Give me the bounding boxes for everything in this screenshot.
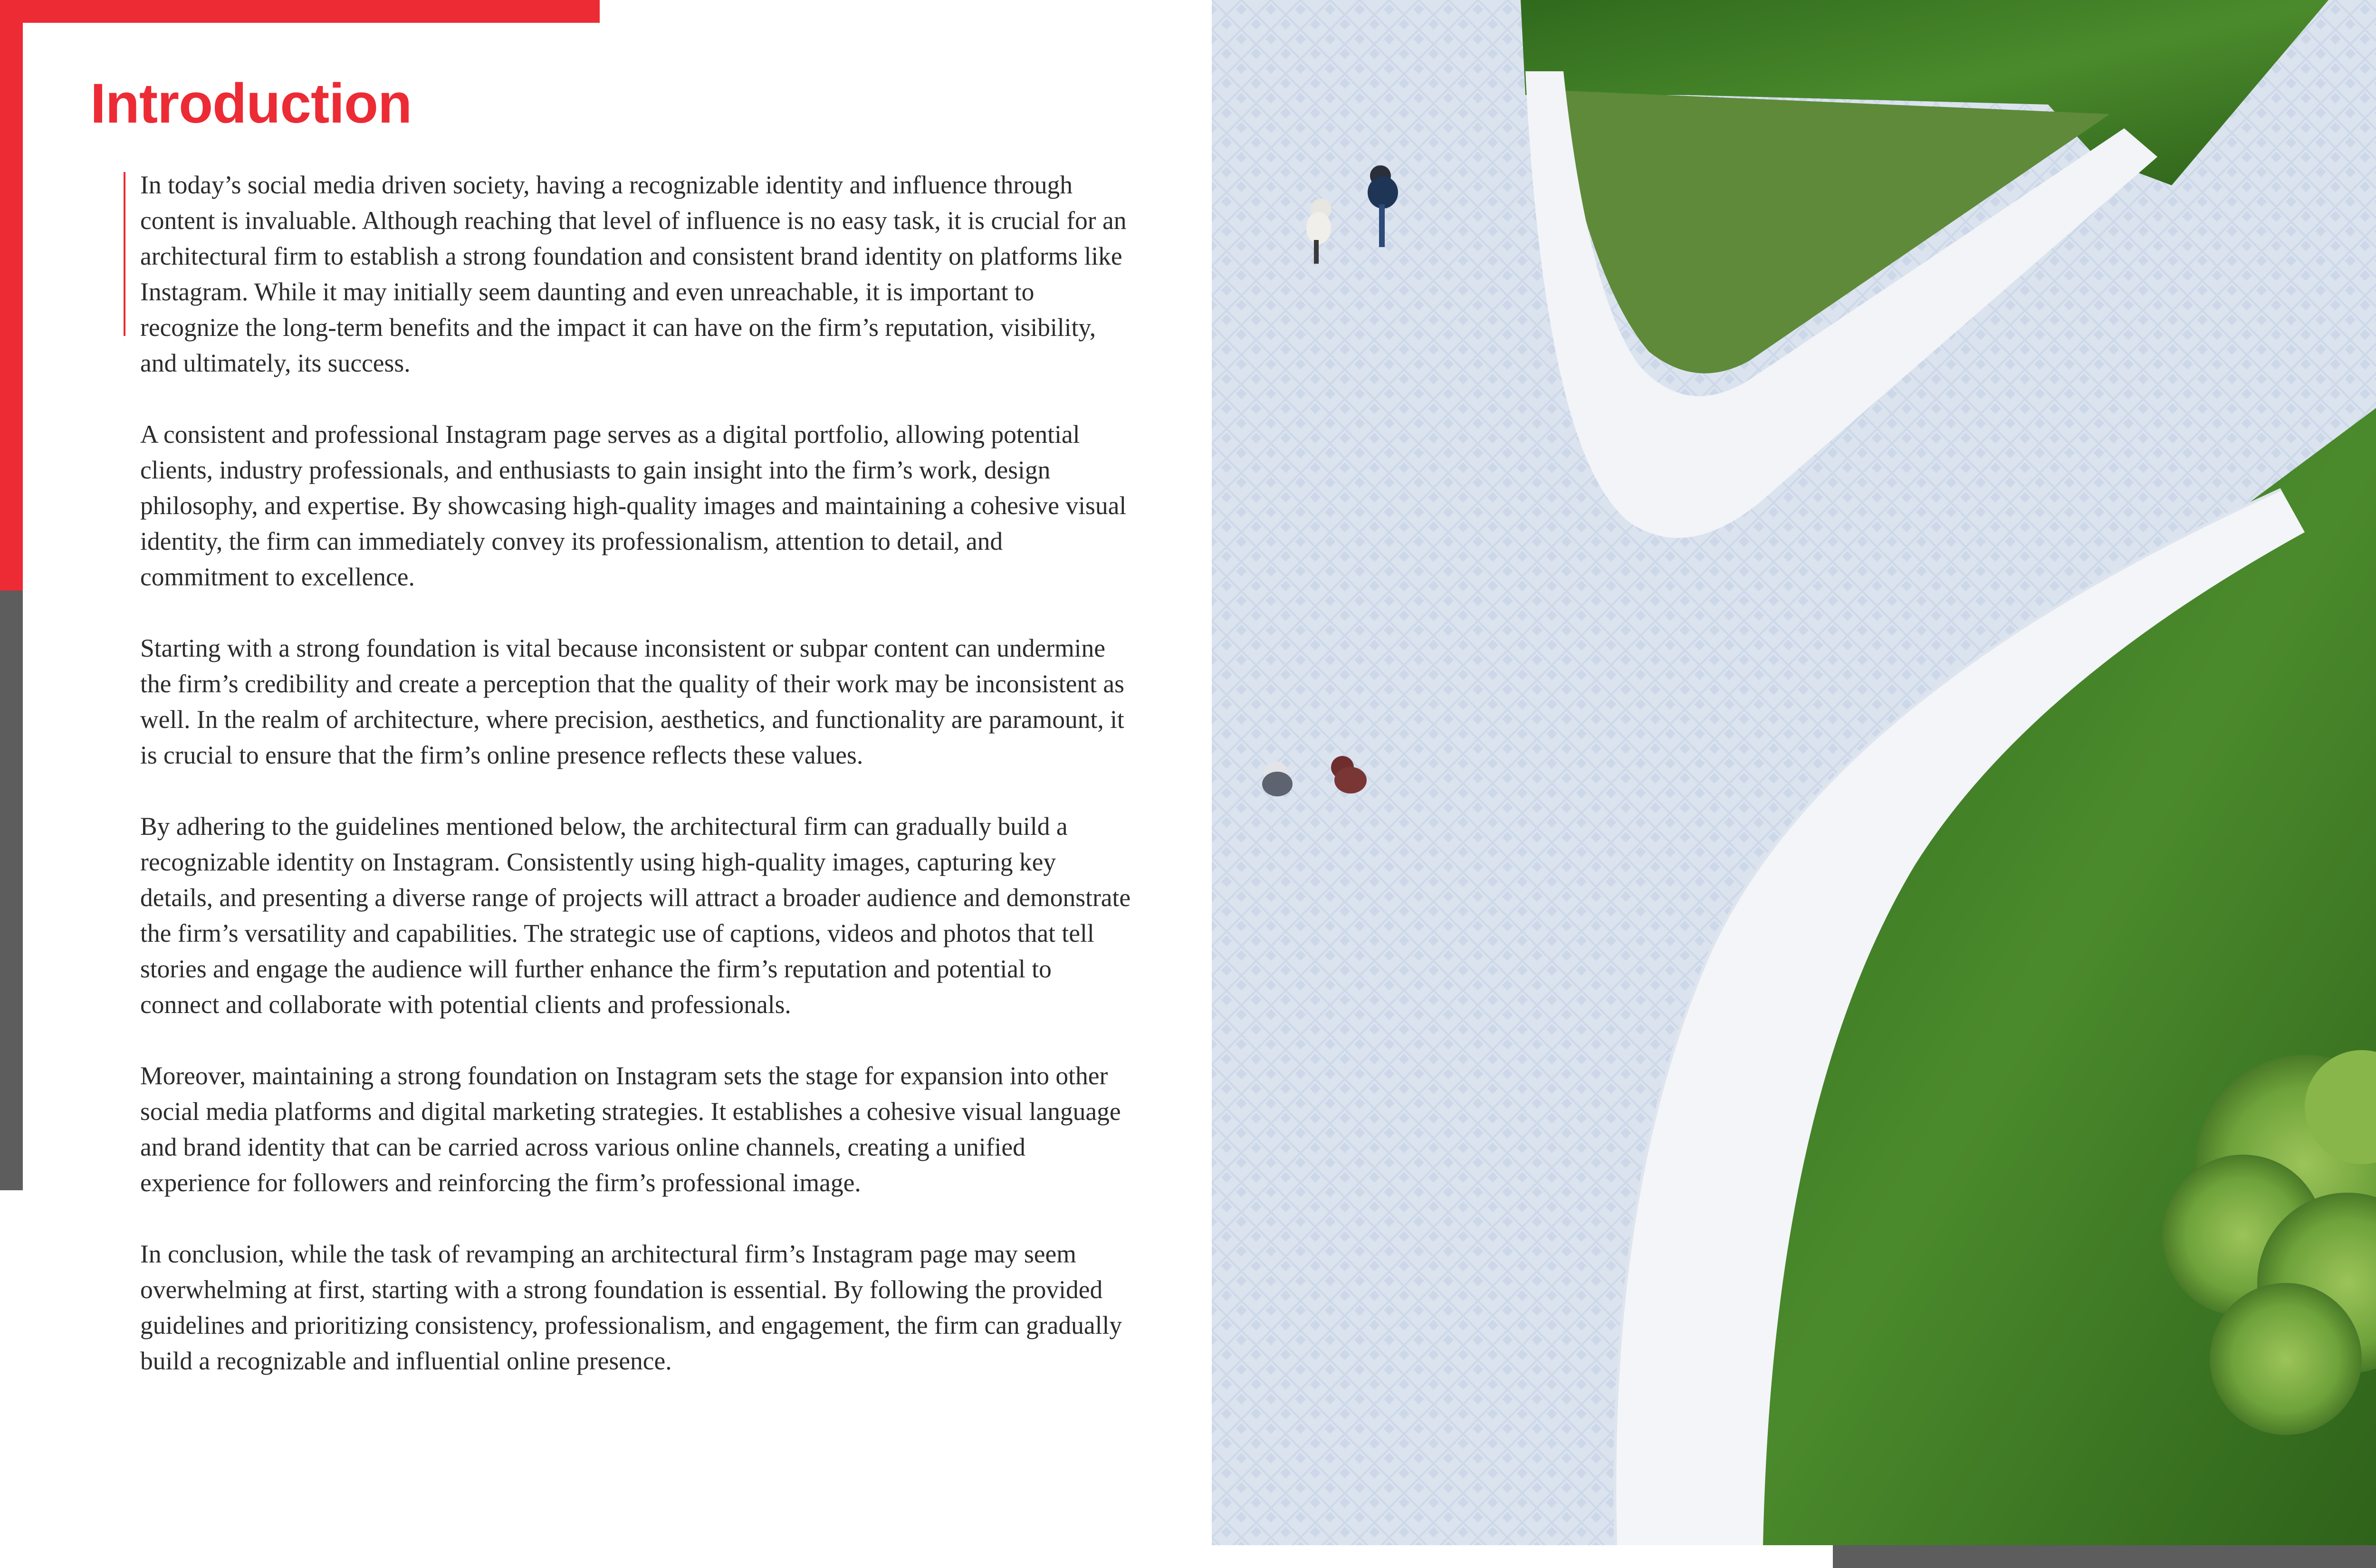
paragraph-1: In today’s social media driven society, having a recognizable identity and influence through content is invaluable. Although reaching that level of influence is no easy task, it is crucial for an architectural firm to establish a strong foundation and consistent brand identity on platforms like Instagram. While it may initially seem daunting and even unreachable, it is important to recognize the long-term benefits and the impact it can have on the firm’s reputation, visibility, and ultimately, its success. bbox=[140, 171, 1127, 377]
pull-quote-rule bbox=[124, 172, 125, 336]
paragraph-3: Starting with a strong foundation is vital because inconsistent or subpar content can undermine the firm’s credibility and create a perception that the quality of their work may be inconsistent as well. In the realm of architecture, where precision, aesthetics, and functionality are paramount, it is crucial to ensure that the firm’s online presence reflects these values. bbox=[140, 634, 1124, 769]
page-title: Introduction bbox=[90, 72, 412, 135]
bottom-grey-accent-bar bbox=[1833, 1545, 2376, 1568]
paragraph-5: Moreover, maintaining a strong foundation on Instagram sets the stage for expansion into other social media platforms and digital marketing strategies. It establishes a cohesive visual language and brand identity that can be carried across various online channels, creating a unified experience for followers and reinforcing the firm’s professional image. bbox=[140, 1061, 1121, 1197]
left-red-accent-bar bbox=[0, 0, 23, 591]
aerial-photo-illustration bbox=[1212, 0, 2376, 1545]
left-grey-accent-bar bbox=[0, 591, 23, 1190]
paragraph-4: By adhering to the guidelines mentioned below, the architectural firm can gradually build a recognizable identity on Instagram. Consistently using high-quality images, capturing key details, and presenting a diverse range of projects will attract a broader audience and demonstrate the firm’s versatility and capabilities. The strategic use of captions, videos and photos that tell stories and engage the audience will further enhance the firm’s reputation and potential to connect and collaborate with potential clients and professionals. bbox=[140, 812, 1131, 1019]
paragraph-2: A consistent and professional Instagram page serves as a digital portfolio, allowing potential clients, industry professionals, and enthusiasts to gain insight into the firm’s work, design philosophy, and expertise. By showcasing high-quality images and maintaining a cohesive visual identity, the firm can immediately convey its professionalism, attention to detail, and commitment to excellence. bbox=[140, 420, 1127, 591]
top-red-accent-bar bbox=[0, 0, 600, 23]
aerial-plaza-photo bbox=[1212, 0, 2376, 1545]
paragraph-6: In conclusion, while the task of revamping an architectural firm’s Instagram page may seem overwhelming at first, starting with a strong foundation is essential. By following the provided guidelines and prioritizing consistency, professionalism, and engagement, the firm can gradually build a recognizable and influential online presence. bbox=[140, 1240, 1122, 1375]
intro-body bbox=[140, 167, 1133, 1415]
